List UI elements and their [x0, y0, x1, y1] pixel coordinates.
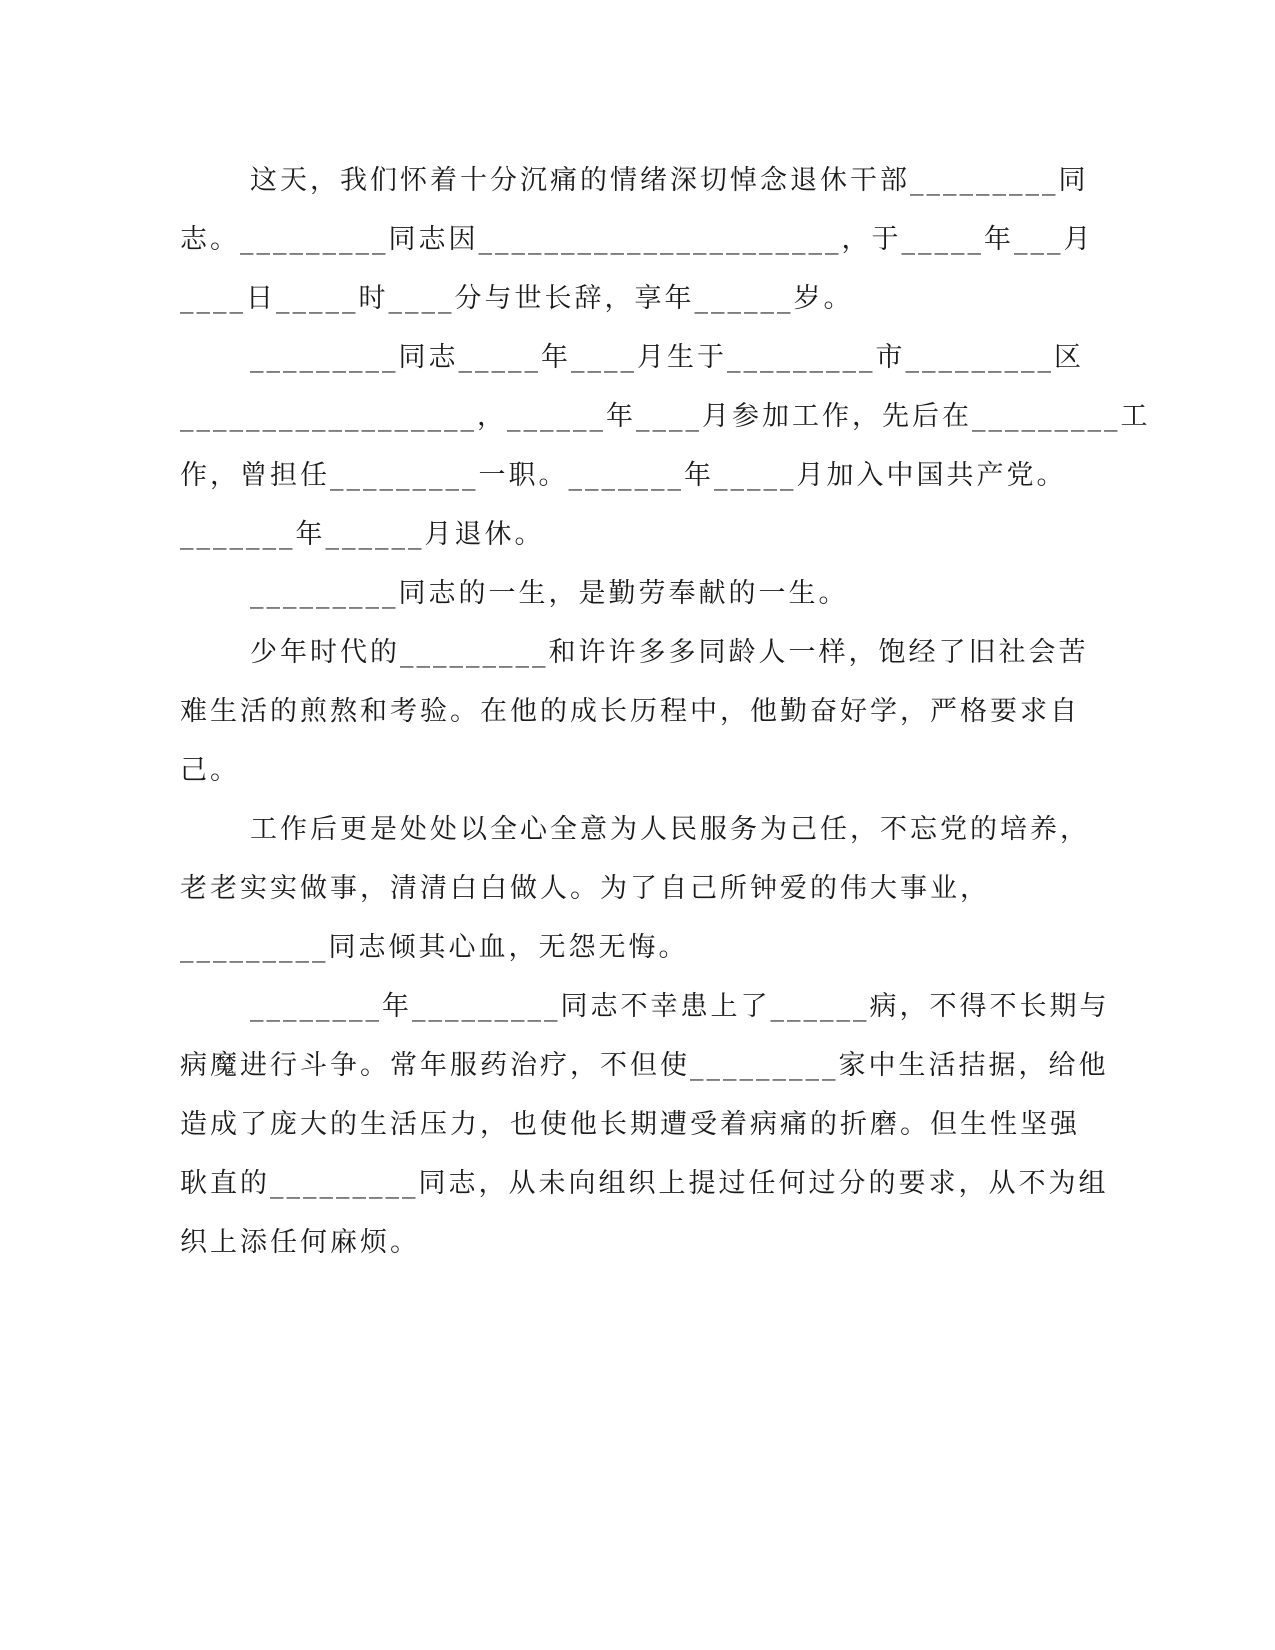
text-line: 己。 — [180, 755, 240, 786]
text-line: _________同志_____年____月生于_________市_________区 — [250, 342, 1084, 373]
text-line: 少年时代的_________和许许多多同龄人一样，饱经了旧社会苦 — [250, 637, 1089, 668]
text-line: _________同志倾其心血，无怨无悔。 — [180, 932, 689, 963]
text-line: 病魔进行斗争。常年服药治疗，不但使_________家中生活拮据，给他 — [180, 1050, 1109, 1081]
text-line: 老老实实做事，清清白白做人。为了自己所钟爱的伟大事业， — [180, 873, 990, 904]
text-line: ________年_________同志不幸患上了______病，不得不长期与 — [250, 991, 1110, 1022]
text-line: ____日_____时____分与世长辞，享年______岁。 — [180, 283, 854, 314]
text-line: _________同志的一生，是勤劳奉献的一生。 — [250, 578, 849, 609]
text-line: 志。_________同志因______________________，于_____年___月 — [180, 224, 1094, 255]
text-line: 造成了庞大的生活压力，也使他长期遭受着病痛的折磨。但生性坚强 — [180, 1109, 1080, 1140]
text-line: 这天，我们怀着十分沉痛的情绪深切悼念退休干部_________同 — [250, 165, 1089, 196]
text-line: 作，曾担任_________一职。_______年_____月加入中国共产党。 — [180, 460, 1067, 491]
text-line: 耿直的_________同志，从未向组织上提过任何过分的要求，从不为组 — [180, 1168, 1109, 1199]
text-line: __________________，______年____月参加工作，先后在_________工 — [180, 401, 1151, 432]
text-line: 难生活的煎熬和考验。在他的成长历程中，他勤奋好学，严格要求自 — [180, 696, 1080, 727]
text-line: 织上添任何麻烦。 — [180, 1227, 420, 1258]
text-line: 工作后更是处处以全心全意为人民服务为己任，不忘党的培养， — [250, 814, 1090, 845]
text-line: _______年______月退休。 — [180, 519, 545, 550]
